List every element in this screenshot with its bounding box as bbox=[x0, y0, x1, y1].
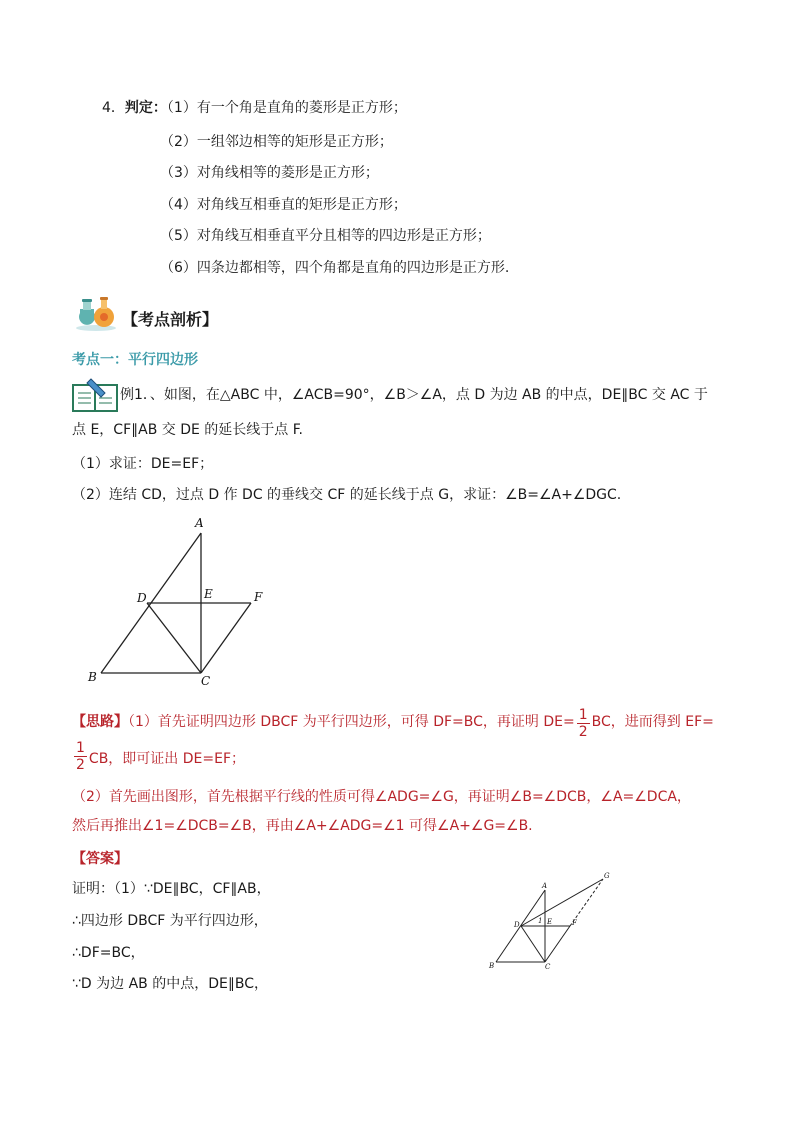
fig2-label-e: E bbox=[547, 918, 553, 926]
fig1-label-f: F bbox=[254, 590, 263, 604]
fig2-label-c: C bbox=[545, 963, 551, 971]
fig1-label-e: E bbox=[204, 587, 213, 601]
example-line1: 例1．、如图，在△ABC 中，∠ACB=90°，∠B＞∠A，点 D 为边 AB 的中点，DE∥BC 交 AC 于 bbox=[120, 387, 708, 403]
idea-line-2 bbox=[72, 740, 245, 773]
idea-line-3: （2）首先画出图形，首先根据平行线的性质可得∠ADG=∠G，再证明∠B=∠DCB，∠A=∠DCA， bbox=[72, 789, 691, 805]
answer-line-2: ∴四边形 DBCF 为平行四边形， bbox=[72, 913, 268, 929]
fig1-label-a: A bbox=[195, 516, 204, 530]
geometry-figure-2 bbox=[486, 870, 614, 974]
flask-icon bbox=[74, 291, 118, 331]
fig2-label-1: 1 bbox=[538, 917, 543, 925]
fig1-label-d: D bbox=[137, 591, 147, 605]
judgement-number: 4． bbox=[102, 100, 125, 116]
topic-title: 考点一：平行四边形 bbox=[72, 352, 198, 368]
fig2-label-a: A bbox=[542, 882, 548, 890]
section-title: 【考点剖析】 bbox=[122, 310, 219, 329]
idea-text-1a: （1）首先证明四边形 DBCF 为平行四边形，可得 DF=BC，再证明 DE= bbox=[128, 714, 575, 730]
fig2-label-f: F bbox=[572, 919, 577, 927]
example-question-2: （2）连结 CD，过点 D 作 DC 的垂线交 CF 的延长线于点 G，求证：∠B=∠A+∠DGC. bbox=[72, 487, 622, 503]
fig2-label-g: G bbox=[604, 872, 610, 880]
geometry-figure-1 bbox=[80, 512, 280, 687]
fig2-label-b: B bbox=[489, 962, 495, 970]
answer-line-3: ∴DF=BC， bbox=[72, 945, 145, 961]
judgement-item-5: （5）对角线互相垂直平分且相等的四边形是正方形； bbox=[160, 228, 491, 244]
judgement-item-4: （4）对角线互相垂直的矩形是正方形； bbox=[160, 197, 407, 213]
idea-line-4: 然后再推出∠1=∠DCB=∠B，再由∠A+∠ADG=∠1 可得∠A+∠G=∠B. bbox=[72, 818, 533, 834]
fraction-half-1 bbox=[577, 707, 590, 740]
answer-tag: 【答案】 bbox=[72, 851, 128, 867]
fig2-label-d: D bbox=[514, 921, 520, 929]
judgement-item-2: （2）一组邻边相等的矩形是正方形； bbox=[160, 134, 393, 150]
judgement-item-6: （6）四条边都相等，四个角都是直角的四边形是正方形. bbox=[160, 260, 510, 276]
example-question-1: （1）求证：DE=EF； bbox=[72, 456, 214, 472]
idea-text-1b: BC，进而得到 EF= bbox=[591, 714, 714, 730]
idea-line-1 bbox=[72, 707, 714, 740]
judgement-item-1: （1）有一个角是直角的菱形是正方形； bbox=[166, 100, 407, 116]
fraction-denominator: 2 bbox=[76, 757, 85, 773]
answer-line-4: ∵D 为边 AB 的中点，DE∥BC， bbox=[72, 976, 268, 992]
fraction-denominator: 2 bbox=[578, 724, 588, 740]
fraction-numerator: 1 bbox=[76, 740, 85, 756]
judgement-item-3: （3）对角线相等的菱形是正方形； bbox=[160, 165, 379, 181]
judgement-label: 判定： bbox=[124, 100, 167, 116]
judgement-heading bbox=[102, 98, 407, 118]
fig1-label-b: B bbox=[88, 670, 97, 684]
answer-line-1: 证明：（1）∵DE∥BC，CF∥AB， bbox=[72, 881, 271, 897]
book-pencil-icon bbox=[71, 377, 119, 413]
fraction-numerator: 1 bbox=[578, 707, 588, 723]
example-line2: 点 E，CF∥AB 交 DE 的延长线于点 F. bbox=[72, 422, 303, 438]
fig1-label-c: C bbox=[201, 674, 211, 687]
idea-text-2: CB，即可证出 DE=EF； bbox=[88, 751, 246, 767]
idea-tag: 【思路】 bbox=[72, 714, 128, 730]
fraction-half-2 bbox=[74, 740, 87, 773]
